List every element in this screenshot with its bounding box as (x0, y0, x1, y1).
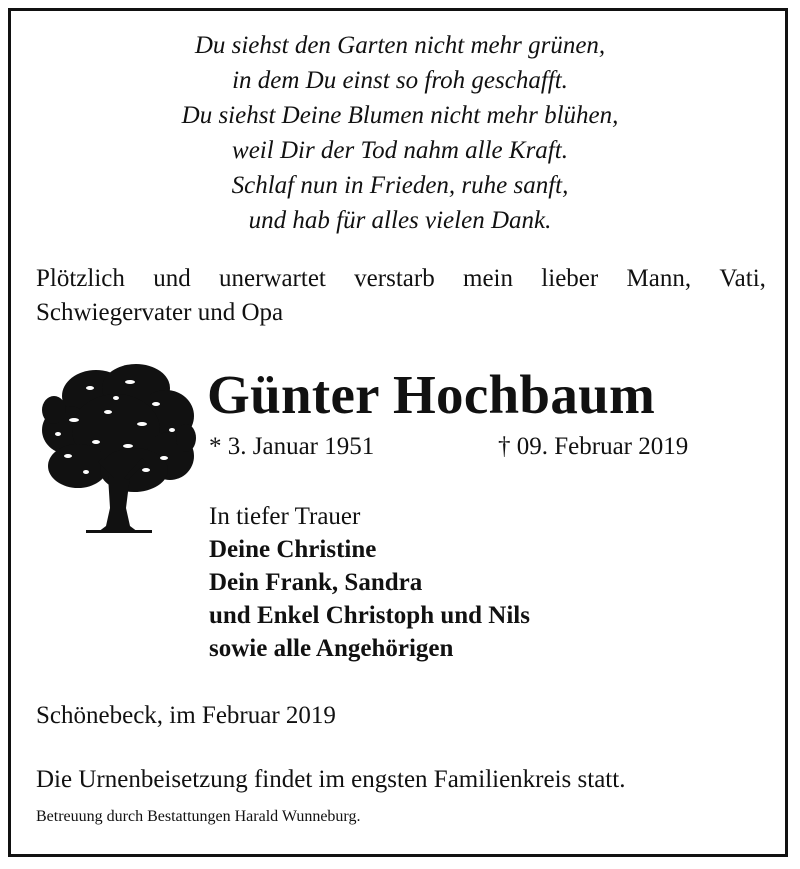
intro-word: verstarb (354, 265, 435, 292)
intro-word: unerwartet (218, 265, 326, 292)
undertaker-credit: Betreuung durch Bestattungen Harald Wunneburg. (36, 808, 361, 825)
death-date: † 09. Februar 2019 (498, 433, 689, 460)
intro-word: Mann, (626, 265, 692, 292)
mourners-intro: In tiefer Trauer (209, 503, 361, 530)
poem-line: Du siehst den Garten nicht mehr grünen, (194, 32, 606, 59)
poem-line: weil Dir der Tod nahm alle Kraft. (232, 137, 568, 164)
burial-note: Die Urnenbeisetzung findet im engsten Familienkreis statt. (36, 766, 626, 793)
tree-icon (38, 358, 198, 540)
mourner-name: Deine Christine (209, 536, 377, 563)
deceased-name: Günter Hochbaum (207, 364, 656, 425)
poem-line: Du siehst Deine Blumen nicht mehr blühen, (181, 102, 619, 129)
mourner-name: sowie alle Angehörigen (209, 635, 454, 662)
intro-word: Vati, (719, 265, 766, 292)
birth-date: * 3. Januar 1951 (209, 433, 375, 460)
intro-word: mein (463, 265, 513, 292)
death-announcement-text (36, 262, 766, 330)
poem-line: und hab für alles vielen Dank. (248, 207, 552, 234)
mourner-name: Dein Frank, Sandra (209, 569, 423, 596)
mourners-block (209, 500, 530, 665)
intro-word: Plötzlich (36, 265, 125, 292)
place-date: Schönebeck, im Februar 2019 (36, 702, 336, 729)
intro-line-2: Schwiegervater und Opa (36, 299, 284, 326)
mourner-name: und Enkel Christoph und Nils (209, 602, 530, 629)
poem-line: in dem Du einst so froh geschafft. (232, 67, 568, 94)
intro-word: lieber (541, 265, 599, 292)
intro-line-1 (36, 262, 766, 296)
poem (0, 28, 800, 238)
intro-word: und (153, 265, 191, 292)
poem-line: Schlaf nun in Frieden, ruhe sanft, (231, 172, 569, 199)
